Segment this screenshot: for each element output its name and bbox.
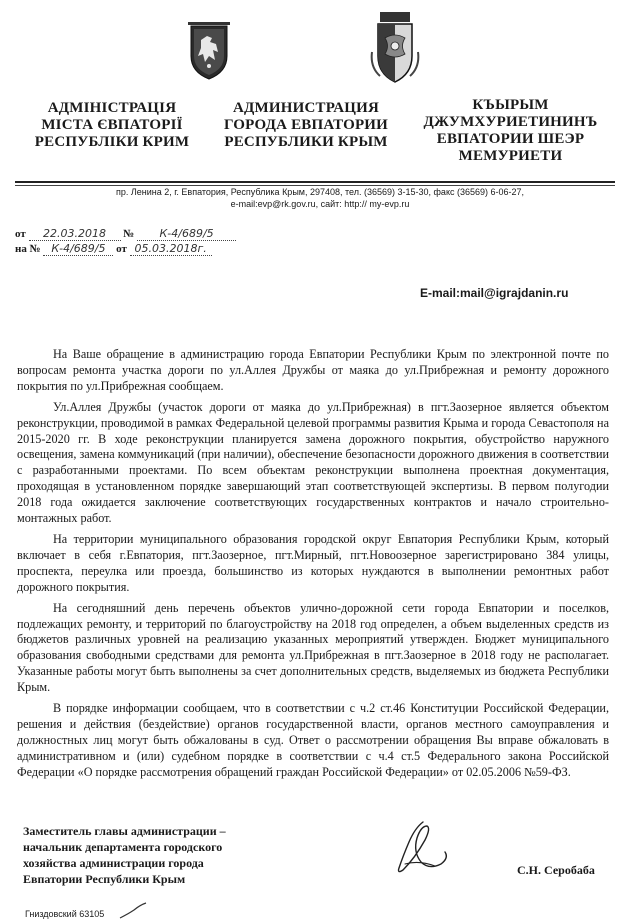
outgoing-number: К-4/689/5	[137, 227, 236, 241]
contacts-address: пр. Ленина 2, г. Евпатория, Республика Крым, 297408, тел. (36569) 3-15-30, факс (36569) 6-06-27,	[115, 187, 525, 197]
executor-signature-icon	[118, 902, 148, 920]
from-label: от	[15, 228, 26, 240]
body-paragraph-1: На Ваше обращение в администрацию города Евпатории Республики Крым по электронной почте по вопросам ремонта участка дороги по ул.Аллея Дружбы от маяка до ул.Прибрежная и ремонту дорожного покрытия по ул.Прибрежная сообщаем.	[17, 347, 609, 393]
header-crimean-tatar-name: КЪЫРЫМ ДЖУМХУРИЕТИНИНЪ ЕВПАТОРИИ ШЕЭР МЕМУРИЕТИ	[423, 97, 598, 164]
incoming-date: 05.03.2018г.	[130, 242, 212, 256]
body-paragraph-4: На сегодняшний день перечень объектов улично-дорожной сети города Евпатории и поселков, подлежащих ремонту, и территорий по благоустройству на 2018 год определен, а объем выделенных средств из бюджетов различных уровней на реализацию указанных мероприятий утвержден. Бюджет муниципального образования свободными средствами для ремонта ул.Прибрежная в пгт.Заозерное в 2018 году не располагает. Указанные работы могут быть выполнены за счет дополнительных средств, выделяемых из бюджета Республики Крым.	[17, 600, 609, 695]
signatory-title-line: хозяйства администрации города	[23, 856, 204, 870]
outgoing-date: 22.03.2018	[29, 227, 121, 241]
body-paragraph-2: Ул.Аллея Дружбы (участок дороги от маяка до ул.Прибрежная) в пгт.Заозерное является объектом реконструкции, проводимой в рамках Федеральной целевой программы развития Крыма и города Севастополя на 2015-2020 гг. В ходе реконструкции планируется замена дорожного покрытия, обустройство наружного освещения, замена коммуникаций (при наличии), обеспечение безопасности дорожного движения в соответствии с разработанными проектами. По всем объектам реконструкции выполнена проектная документация, проходящая в установленном порядке завершающий этап соответствующей экспертизы. В первом полугодии 2018 года ожидается заключение соответствующих государственных контрактов и начало строительно-монтажных работ.	[17, 399, 609, 526]
header-divider-thick	[15, 181, 615, 183]
signatory-title-line: начальник департамента городского	[23, 840, 223, 854]
executor-info: Гниздовский 63105	[25, 909, 105, 919]
number-label: №	[123, 228, 135, 240]
registration-outgoing	[15, 227, 236, 241]
handwritten-signature-icon	[385, 818, 455, 880]
body-paragraph-5: В порядке информации сообщаем, что в соответствии с ч.2 ст.46 Конституции Российской Федерации, решения и действия (бездействие) органов государственной власти, органов местного самоуправления и должностных лиц могут быть обжалованы в суд. Ответ о рассмотрении обращения Вы вправе обжаловать в административном и (или) судебном порядке в соответствии с ч.4 ст.5 Федерального закона Российской Федерации «О порядке рассмотрения обращений граждан Российской Федерации» от 02.05.2006 №59-ФЗ.	[17, 701, 609, 779]
header-russian-name: АДМИНИСТРАЦИЯ ГОРОДА ЕВПАТОРИИ РЕСПУБЛИКИ КРЫМ	[223, 100, 389, 150]
signatory-name: С.Н. Серобаба	[517, 863, 595, 877]
incoming-number: К-4/689/5	[43, 242, 113, 256]
body-paragraph-3: На территории муниципального образования городской округ Евпатория Республики Крым, который включает в себя г.Евпатория, пгт.Заозерное, пгт.Мирный, пгт.Новоозерное зарегистрировано 384 улицы, проспекта, переулка или проезда, большинство из которых нуждаются в выполнении ремонтных работ дорожного покрытия.	[17, 531, 609, 594]
signatory-title	[23, 823, 283, 887]
ref-number-label: на №	[15, 243, 41, 255]
ref-from-label: от	[116, 243, 127, 255]
signatory-title-line: Евпатории Республики Крым	[23, 872, 186, 886]
registration-incoming	[15, 242, 212, 256]
contacts-web: e-mail:evp@rk.gov.ru, сайт: http:// my-evp.ru	[230, 199, 410, 209]
crimea-coat-of-arms-icon	[185, 22, 233, 82]
header-ukrainian-name: АДМІНІСТРАЦІЯ МІСТА ЄВПАТОРІЇ РЕСПУБЛІКИ КРИМ	[34, 100, 190, 150]
letter-body	[17, 347, 609, 786]
evpatoria-coat-of-arms-icon	[370, 12, 420, 84]
recipient-email: E-mail:mail@igrajdanin.ru	[420, 286, 569, 300]
signatory-title-line: Заместитель главы администрации –	[23, 824, 226, 838]
